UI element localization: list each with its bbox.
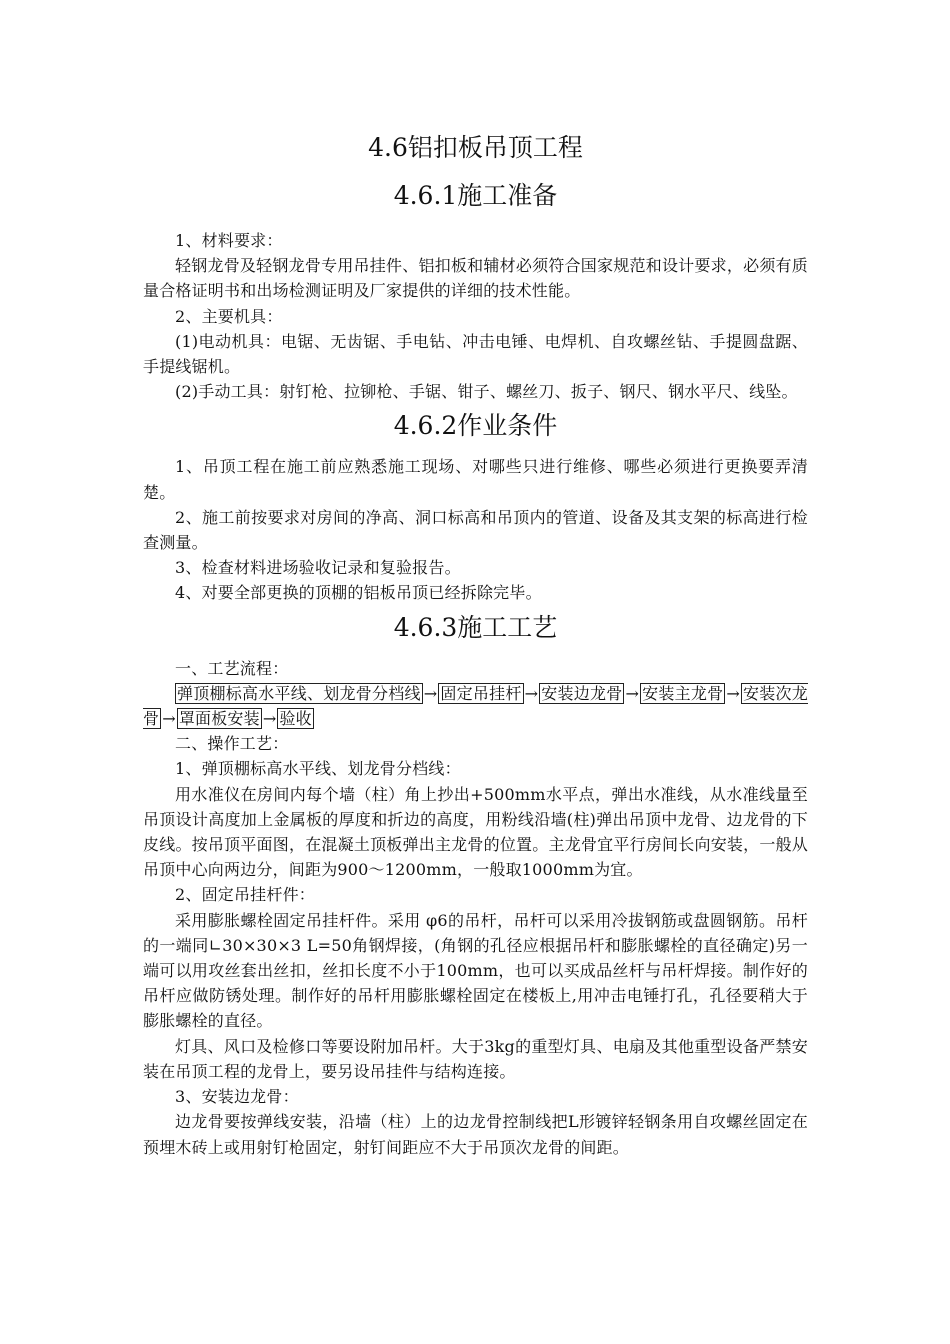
flow-step: 验收 (279, 709, 312, 729)
arrow-icon: → (524, 683, 539, 703)
paragraph: 4、对要全部更换的顶棚的铝板吊顶已经拆除完毕。 (175, 583, 542, 603)
arrow-icon: → (162, 709, 176, 729)
paragraph: 采用膨胀螺栓固定吊挂杆件。采用 φ6的吊杆，吊杆可以采用冷拔钢筋或盘圆钢筋。吊杆的一端同∟30×30×3 L=50角钢焊接，(角钢的孔径应根据吊杆和膨胀螺栓的直径确定)另一端可以用攻丝套出丝扣，丝扣长度不小于100mm，也可以买成品丝杆与吊杆焊接。制作好的吊杆应做防锈处理。制作好的吊杆用膨胀螺栓固定在楼板上,用冲击电锤打孔，孔径要稍大于膨胀螺栓的直径。 (143, 910, 808, 1031)
flow-step: 罩面板安装 (178, 709, 260, 729)
flow-step: 安装主龙骨 (642, 683, 724, 703)
arrow-icon: → (423, 683, 438, 703)
paragraph: 1、弹顶棚标高水平线、划龙骨分档线： (175, 759, 461, 779)
paragraph: (2)手动工具：射钉枪、拉铆枪、手锯、钳子、螺丝刀、扳子、钢尺、钢水平尺、线坠。 (175, 382, 798, 402)
section-heading-process: 4.6.3施工工艺 (393, 612, 558, 642)
process-flow (143, 681, 808, 731)
paragraph: 2、固定吊挂杆件： (175, 885, 315, 905)
flow-step: 固定吊挂杆 (440, 683, 522, 703)
arrow-icon: → (625, 683, 640, 703)
paragraph: 用水准仪在房间内每个墙（柱）角上抄出+500mm水平点，弹出水准线，从水准线量至吊顶设计高度加上金属板的厚度和折边的高度，用粉线沿墙(柱)弹出吊顶中龙骨、边龙骨的下皮线。按吊顶平面图，在混凝土顶板弹出主龙骨的位置。主龙骨宜平行房间长向安装，一般从吊顶中心向两边分，间距为900～1200mm，一般取1000mm为宜。 (143, 784, 808, 880)
paragraph: 1、吊顶工程在施工前应熟悉施工现场、对哪些只进行维修、哪些必须进行更换要弄清楚。 (143, 457, 808, 502)
section-heading-conditions: 4.6.2作业条件 (393, 411, 558, 441)
paragraph: 2、施工前按要求对房间的净高、洞口标高和吊顶内的管道、设备及其支架的标高进行检查测量。 (143, 507, 808, 553)
paragraph: 1、材料要求： (175, 231, 283, 250)
paragraph: 二、操作工艺： (175, 734, 289, 754)
paragraph: 边龙骨要按弹线安装，沿墙（柱）上的边龙骨控制线把L形镀锌轻钢条用自攻螺丝固定在预埋木砖上或用射钉枪固定，射钉间距应不大于吊顶次龙骨的间距。 (143, 1112, 808, 1157)
flow-step: 安装边龙骨 (541, 683, 623, 703)
paragraph: 轻钢龙骨及轻钢龙骨专用吊挂件、铝扣板和辅材必须符合国家规范和设计要求，必须有质量合格证明书和出场检测证明及厂家提供的详细的技术性能。 (143, 256, 808, 301)
paragraph: 3、检查材料进场验收记录和复验报告。 (175, 558, 461, 578)
arrow-icon: → (262, 709, 277, 729)
paragraph: 灯具、风口及检修口等要设附加吊杆。大于3kg的重型灯具、电扇及其他重型设备严禁安装在吊顶工程的龙骨上，要另设吊挂件与结构连接。 (143, 1036, 808, 1081)
document-title: 4.6铝扣板吊顶工程 (368, 133, 583, 162)
paragraph: 3、安装边龙骨： (175, 1087, 299, 1107)
paragraph: 2、主要机具： (175, 306, 283, 326)
flow-step: 弹顶棚标高水平线、划龙骨分档线 (177, 683, 421, 703)
document-page (143, 120, 808, 1160)
paragraph: (1)电动机具：电锯、无齿锯、手电钻、冲击电锤、电焊机、自攻螺丝钻、手提圆盘踞、手提线锯机。 (143, 331, 808, 377)
flow-step: 安装次龙骨 (143, 683, 808, 729)
arrow-icon: → (726, 683, 740, 703)
section-heading-preparation: 4.6.1施工准备 (393, 181, 558, 210)
flow-title: 一、工艺流程： (175, 658, 289, 678)
